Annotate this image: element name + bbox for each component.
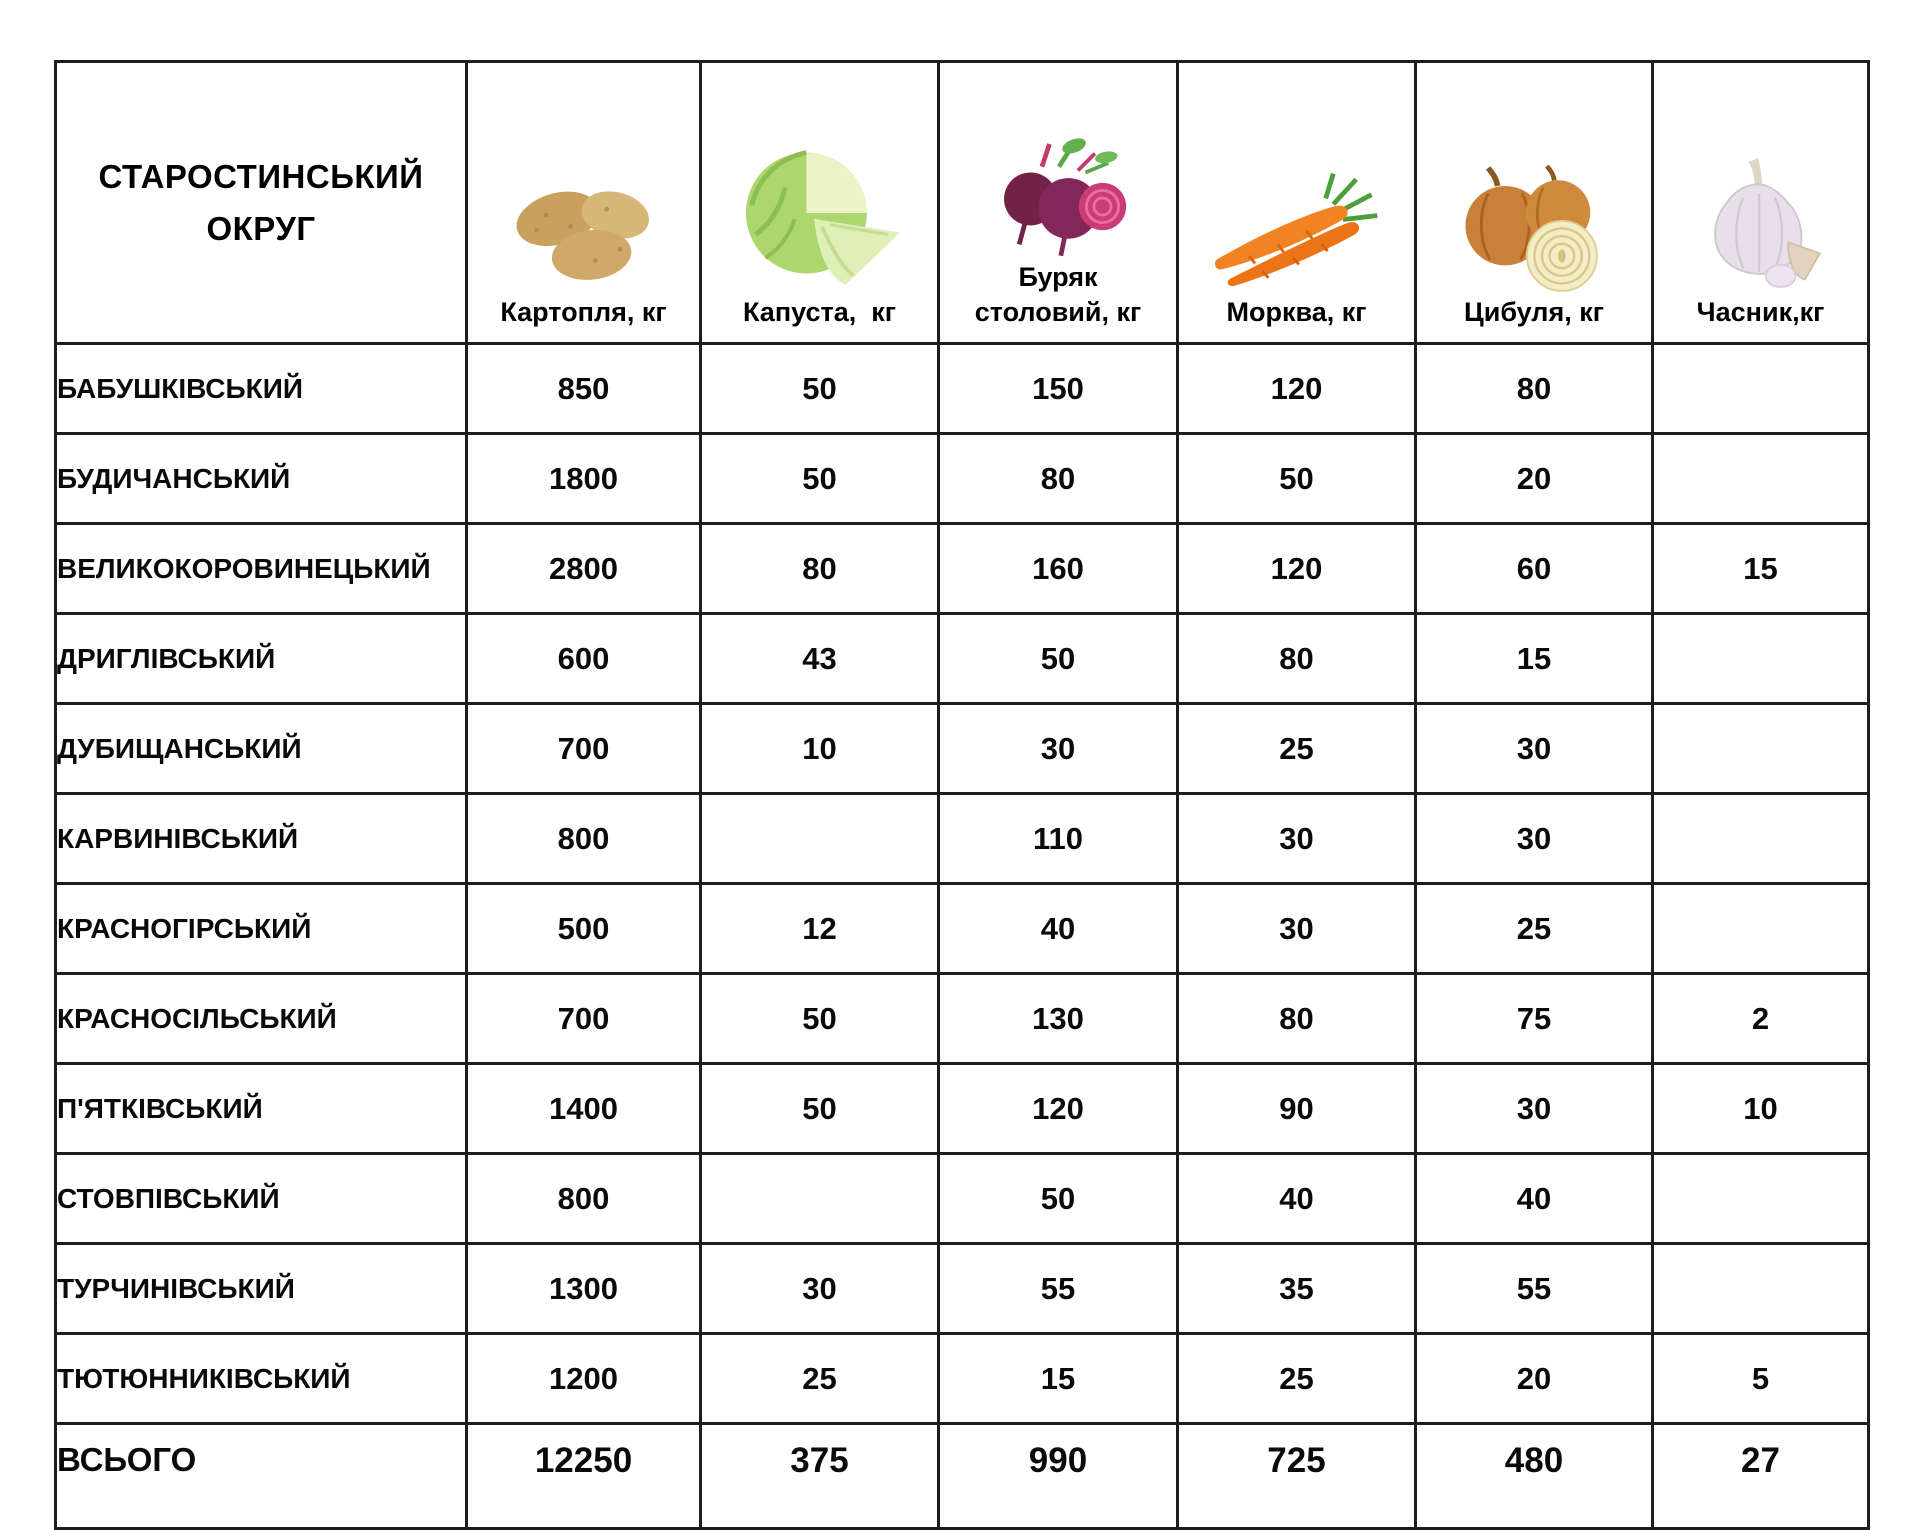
value-cell: [1653, 434, 1869, 524]
value-cell: 35: [1178, 1244, 1416, 1334]
district-name: ТУРЧИНІВСЬКИЙ: [56, 1244, 467, 1334]
value-cell: 990: [939, 1424, 1178, 1529]
value-cell: 2: [1653, 974, 1869, 1064]
value-cell: 80: [701, 524, 939, 614]
table-row: [56, 884, 1869, 974]
corner-header-cell: [56, 62, 467, 344]
value-cell: 40: [939, 884, 1178, 974]
cabbage-icon: [732, 137, 908, 293]
table-row: [56, 1064, 1869, 1154]
value-cell: 90: [1178, 1064, 1416, 1154]
value-cell: 80: [939, 434, 1178, 524]
header-row: [56, 62, 1869, 344]
value-cell: 15: [1416, 614, 1653, 704]
value-cell: 25: [1178, 704, 1416, 794]
district-name: БАБУШКІВСЬКИЙ: [56, 344, 467, 434]
value-cell: 80: [1178, 974, 1416, 1064]
value-cell: 130: [939, 974, 1178, 1064]
table-row: [56, 704, 1869, 794]
value-cell: 50: [701, 344, 939, 434]
value-cell: 1200: [467, 1334, 701, 1424]
value-cell: 15: [1653, 524, 1869, 614]
district-name: ДРИГЛІВСЬКИЙ: [56, 614, 467, 704]
value-cell: 50: [1178, 434, 1416, 524]
value-cell: 25: [1178, 1334, 1416, 1424]
column-label: Картопля, кг: [500, 297, 667, 328]
value-cell: 43: [701, 614, 939, 704]
value-cell: 120: [1178, 524, 1416, 614]
value-cell: 10: [1653, 1064, 1869, 1154]
value-cell: 375: [701, 1424, 939, 1529]
value-cell: [1653, 884, 1869, 974]
value-cell: [701, 794, 939, 884]
column-header-onion: [1416, 62, 1653, 344]
value-cell: 27: [1653, 1424, 1869, 1529]
value-cell: 10: [701, 704, 939, 794]
value-cell: 25: [1416, 884, 1653, 974]
value-cell: 120: [1178, 344, 1416, 434]
value-cell: 20: [1416, 1334, 1653, 1424]
value-cell: 600: [467, 614, 701, 704]
vegetable-harvest-table: [54, 60, 1870, 1530]
beet-icon: [987, 138, 1129, 258]
value-cell: 1800: [467, 434, 701, 524]
district-name: ВЕЛИКОКОРОВИНЕЦЬКИЙ: [56, 524, 467, 614]
district-name: КАРВИНІВСЬКИЙ: [56, 794, 467, 884]
value-cell: 50: [939, 614, 1178, 704]
district-name: СТОВПІВСЬКИЙ: [56, 1154, 467, 1244]
district-name: ДУБИЩАНСЬКИЙ: [56, 704, 467, 794]
garlic-icon: [1691, 155, 1831, 293]
value-cell: 480: [1416, 1424, 1653, 1529]
column-header-garlic: [1653, 62, 1869, 344]
column-label: Цибуля, кг: [1464, 297, 1604, 328]
column-label: Буряк столовий, кг: [974, 262, 1142, 328]
total-label: ВСЬОГО: [56, 1424, 467, 1529]
value-cell: 850: [467, 344, 701, 434]
district-name: П'ЯТКІВСЬКИЙ: [56, 1064, 467, 1154]
onion-icon: [1456, 165, 1612, 293]
value-cell: 30: [1416, 1064, 1653, 1154]
value-cell: 2800: [467, 524, 701, 614]
value-cell: 12: [701, 884, 939, 974]
value-cell: [1653, 344, 1869, 434]
value-cell: 80: [1416, 344, 1653, 434]
value-cell: 50: [701, 434, 939, 524]
value-cell: 30: [1178, 794, 1416, 884]
table-row: [56, 524, 1869, 614]
table-row: [56, 1154, 1869, 1244]
column-label: Часник,кг: [1696, 297, 1825, 328]
value-cell: 700: [467, 974, 701, 1064]
value-cell: 40: [1416, 1154, 1653, 1244]
value-cell: 30: [939, 704, 1178, 794]
value-cell: [1653, 794, 1869, 884]
value-cell: [1653, 1244, 1869, 1334]
district-name: КРАСНОСІЛЬСЬКИЙ: [56, 974, 467, 1064]
value-cell: 50: [701, 1064, 939, 1154]
carrot-icon: [1211, 167, 1383, 293]
value-cell: 30: [1416, 704, 1653, 794]
column-header-potato: [467, 62, 701, 344]
value-cell: 12250: [467, 1424, 701, 1529]
value-cell: 725: [1178, 1424, 1416, 1529]
value-cell: [1653, 704, 1869, 794]
table-row: [56, 974, 1869, 1064]
value-cell: 80: [1178, 614, 1416, 704]
total-row: [56, 1424, 1869, 1529]
value-cell: 40: [1178, 1154, 1416, 1244]
value-cell: 75: [1416, 974, 1653, 1064]
value-cell: 20: [1416, 434, 1653, 524]
value-cell: 60: [1416, 524, 1653, 614]
district-name: БУДИЧАНСЬКИЙ: [56, 434, 467, 524]
value-cell: 110: [939, 794, 1178, 884]
value-cell: 800: [467, 794, 701, 884]
value-cell: 50: [939, 1154, 1178, 1244]
column-header-cabbage: [701, 62, 939, 344]
value-cell: 55: [1416, 1244, 1653, 1334]
potato-icon: [508, 175, 660, 293]
table-row: [56, 434, 1869, 524]
table-row: [56, 344, 1869, 434]
column-label: Капуста, кг: [743, 297, 896, 328]
value-cell: 700: [467, 704, 701, 794]
column-label: Морква, кг: [1226, 297, 1367, 328]
value-cell: 55: [939, 1244, 1178, 1334]
value-cell: [1653, 1154, 1869, 1244]
table-row: [56, 1334, 1869, 1424]
value-cell: 50: [701, 974, 939, 1064]
value-cell: 150: [939, 344, 1178, 434]
value-cell: 30: [1178, 884, 1416, 974]
table-row: [56, 1244, 1869, 1334]
column-header-carrot: [1178, 62, 1416, 344]
value-cell: 25: [701, 1334, 939, 1424]
table-row: [56, 614, 1869, 704]
value-cell: [1653, 614, 1869, 704]
value-cell: 160: [939, 524, 1178, 614]
table-row: [56, 794, 1869, 884]
value-cell: 120: [939, 1064, 1178, 1154]
value-cell: 5: [1653, 1334, 1869, 1424]
value-cell: 30: [1416, 794, 1653, 884]
column-header-beet: [939, 62, 1178, 344]
value-cell: 500: [467, 884, 701, 974]
district-name: КРАСНОГІРСЬКИЙ: [56, 884, 467, 974]
table-title: СТАРОСТИНСЬКИЙ ОКРУГ: [98, 158, 424, 247]
value-cell: 15: [939, 1334, 1178, 1424]
value-cell: 1400: [467, 1064, 701, 1154]
value-cell: [701, 1154, 939, 1244]
value-cell: 30: [701, 1244, 939, 1334]
value-cell: 1300: [467, 1244, 701, 1334]
value-cell: 800: [467, 1154, 701, 1244]
district-name: ТЮТЮННИКІВСЬКИЙ: [56, 1334, 467, 1424]
